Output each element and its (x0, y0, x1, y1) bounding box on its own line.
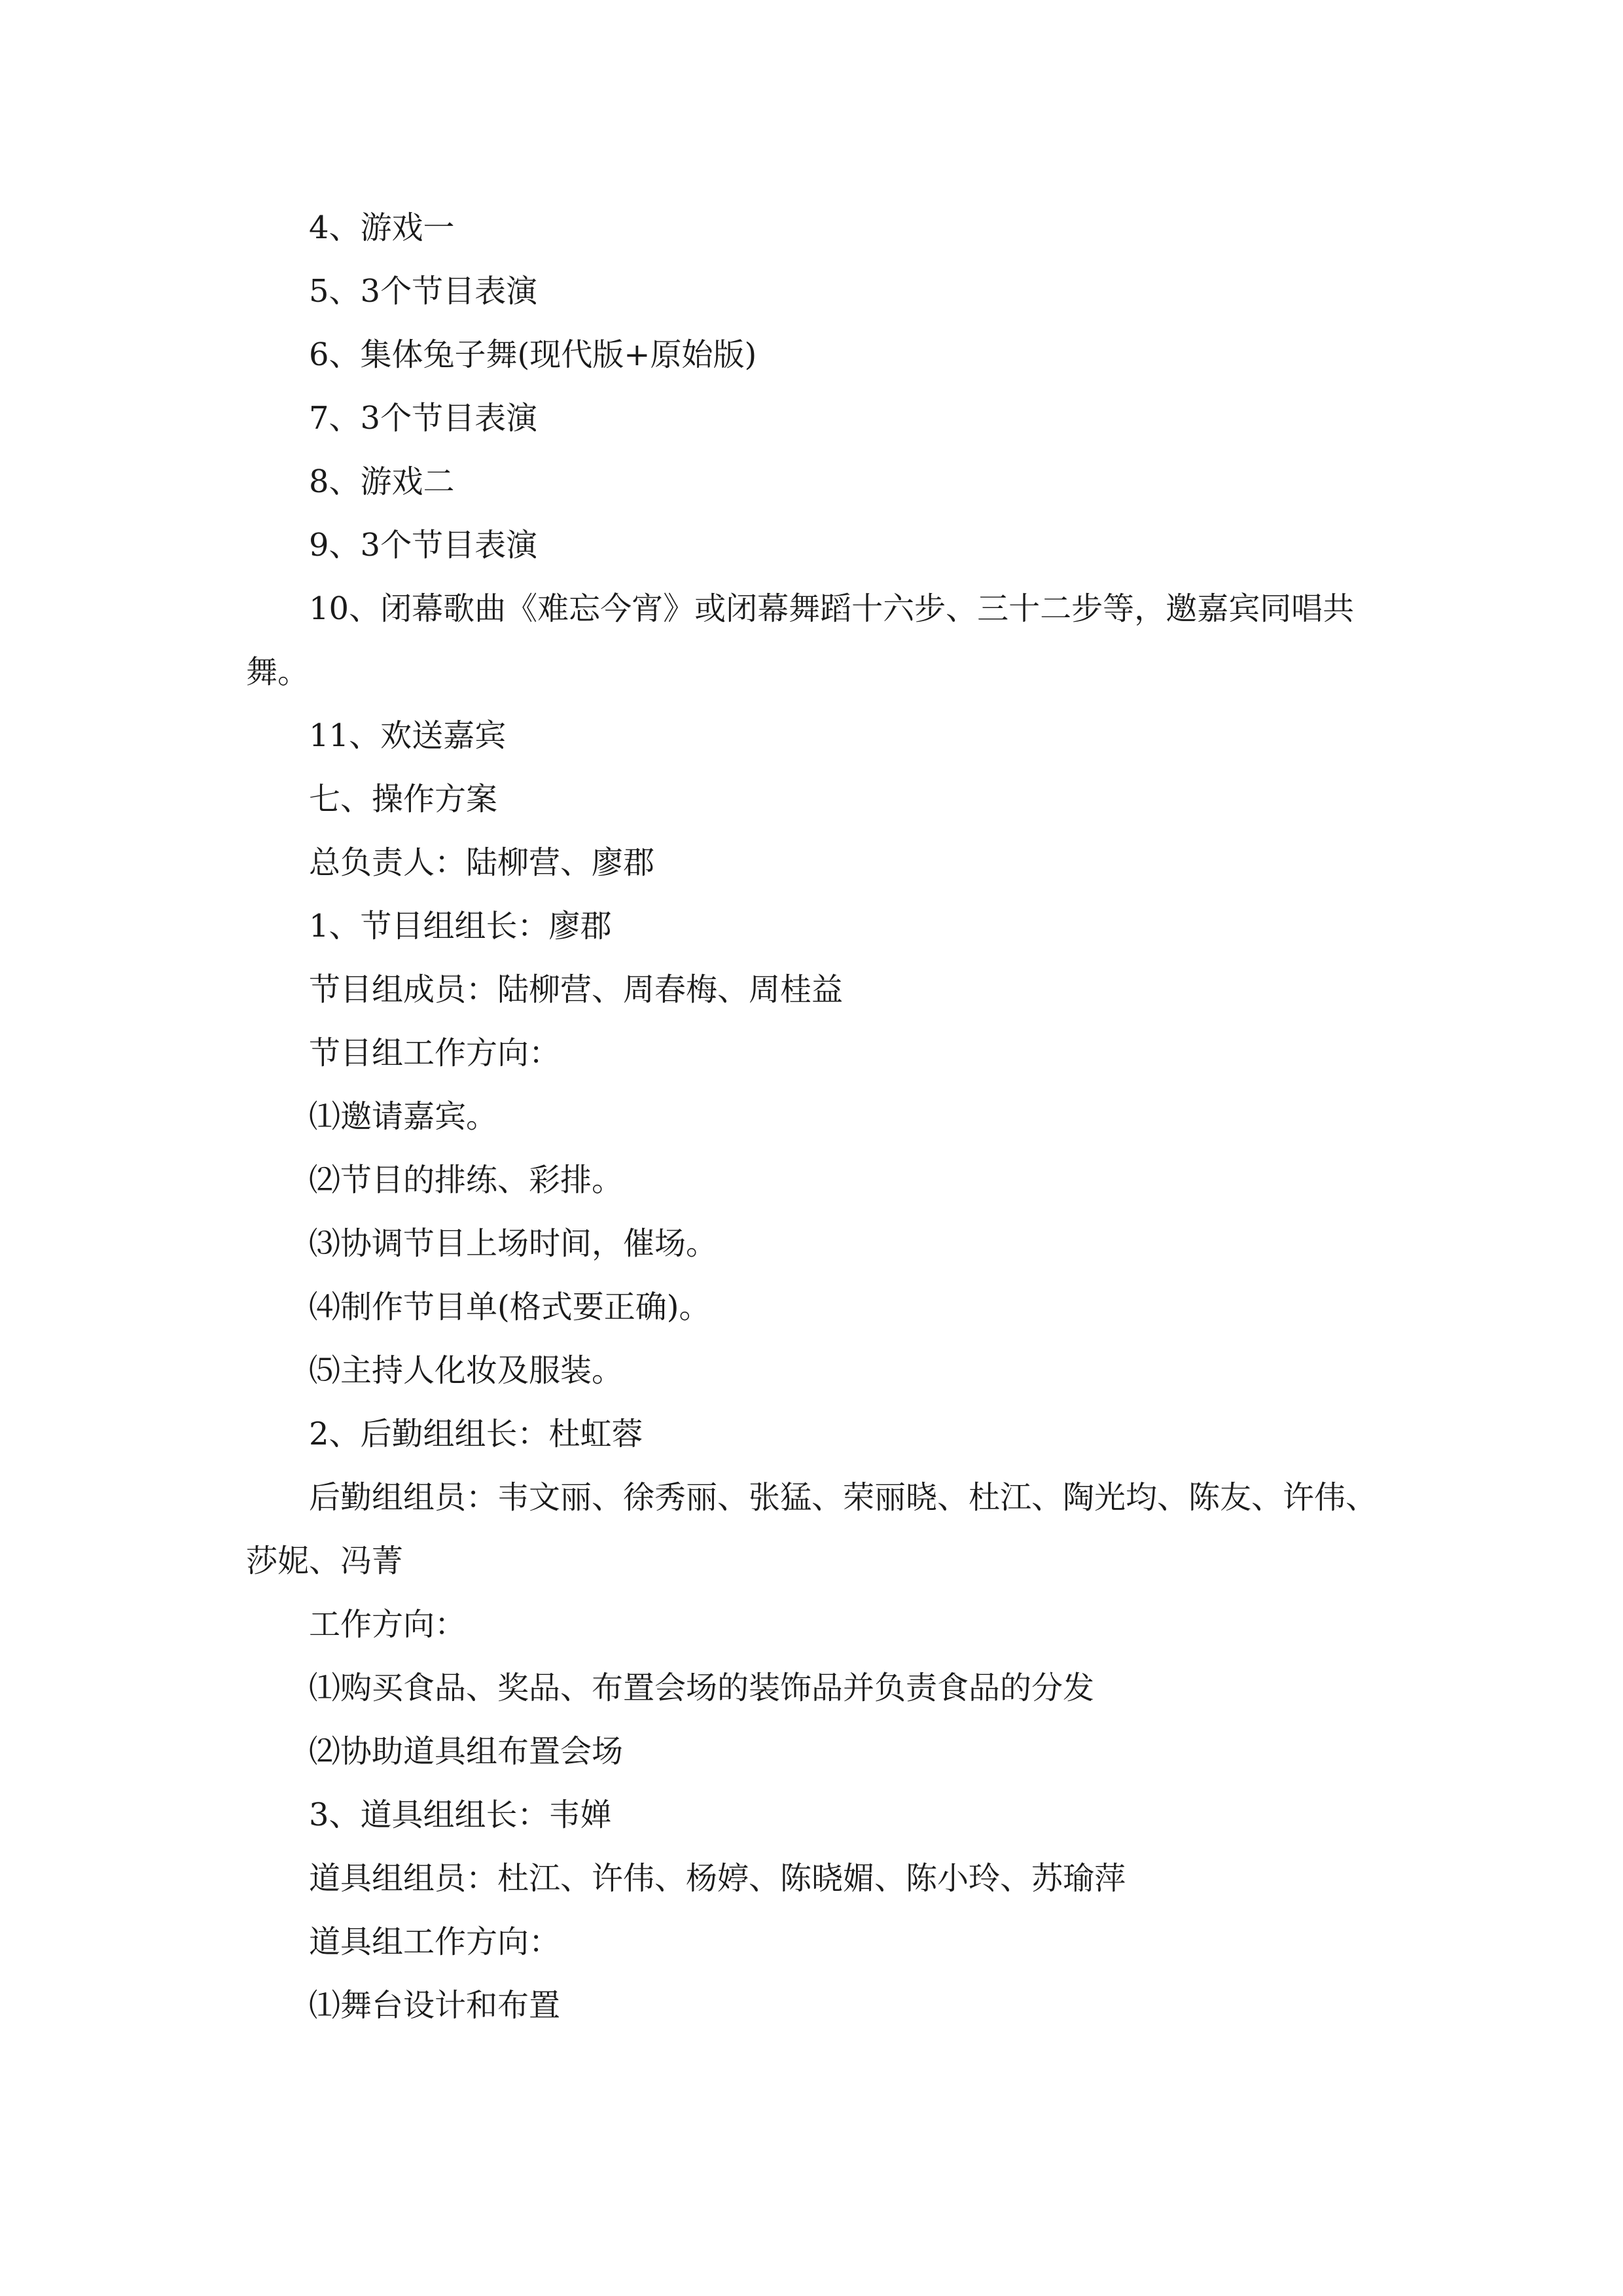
paragraph-performances-1: 5、3个节目表演 (309, 273, 538, 310)
paragraph-performances-2: 7、3个节目表演 (309, 400, 538, 437)
paragraph-logistics-lead: 2、后勤组组长：杜虹蓉 (309, 1416, 643, 1452)
document-body (246, 196, 1377, 2037)
paragraph-game-one: 4、游戏一 (309, 209, 455, 246)
paragraph-props-direction: 道具组工作方向： (309, 1924, 561, 1960)
paragraph-overall-lead: 总负责人：陆柳营、廖郡 (309, 844, 655, 881)
paragraph-program-members: 节目组成员：陆柳营、周春梅、周桂益 (309, 971, 844, 1008)
paragraph-props-members: 道具组组员：杜江、许伟、杨婷、陈晓媚、陈小玲、苏瑜萍 (309, 1860, 1126, 1897)
list-item-host-makeup: ⑸主持人化妆及服装。 (309, 1352, 624, 1389)
list-item-assist-props: ⑵协助道具组布置会场 (309, 1733, 624, 1770)
list-item-rehearsal: ⑵节目的排练、彩排。 (309, 1162, 624, 1198)
paragraph-logistics-members: 后勤组组员：韦文丽、徐秀丽、张猛、荣丽晓、杜江、陶光均、陈友、许伟、莎妮、冯菁 (246, 1479, 1378, 1579)
list-item-program-list: ⑷制作节目单(格式要正确)。 (309, 1289, 711, 1325)
paragraph-logistics-direction: 工作方向： (309, 1606, 467, 1643)
section-heading-operation-plan: 七、操作方案 (309, 781, 498, 817)
paragraph-props-lead: 3、道具组组长：韦婵 (309, 1797, 612, 1833)
paragraph-program-lead: 1、节目组组长：廖郡 (309, 908, 612, 944)
paragraph-performances-3: 9、3个节目表演 (309, 527, 538, 564)
paragraph-closing-song: 10、闭幕歌曲《难忘今宵》或闭幕舞蹈十六步、三十二步等，邀嘉宾同唱共舞。 (246, 590, 1355, 691)
paragraph-program-direction: 节目组工作方向： (309, 1035, 561, 1071)
list-item-purchase-food: ⑴购买食品、奖品、布置会场的装饰品并负责食品的分发 (309, 1670, 1095, 1706)
list-item-coordinate-timing: ⑶协调节目上场时间，催场。 (309, 1225, 718, 1262)
paragraph-game-two: 8、游戏二 (309, 463, 455, 500)
list-item-stage-design: ⑴舞台设计和布置 (309, 1987, 561, 2024)
paragraph-farewell: 11、欢送嘉宾 (309, 717, 507, 754)
paragraph-bunny-dance: 6、集体兔子舞(现代版+原始版) (309, 336, 757, 373)
list-item-invite-guests: ⑴邀请嘉宾。 (309, 1098, 498, 1135)
